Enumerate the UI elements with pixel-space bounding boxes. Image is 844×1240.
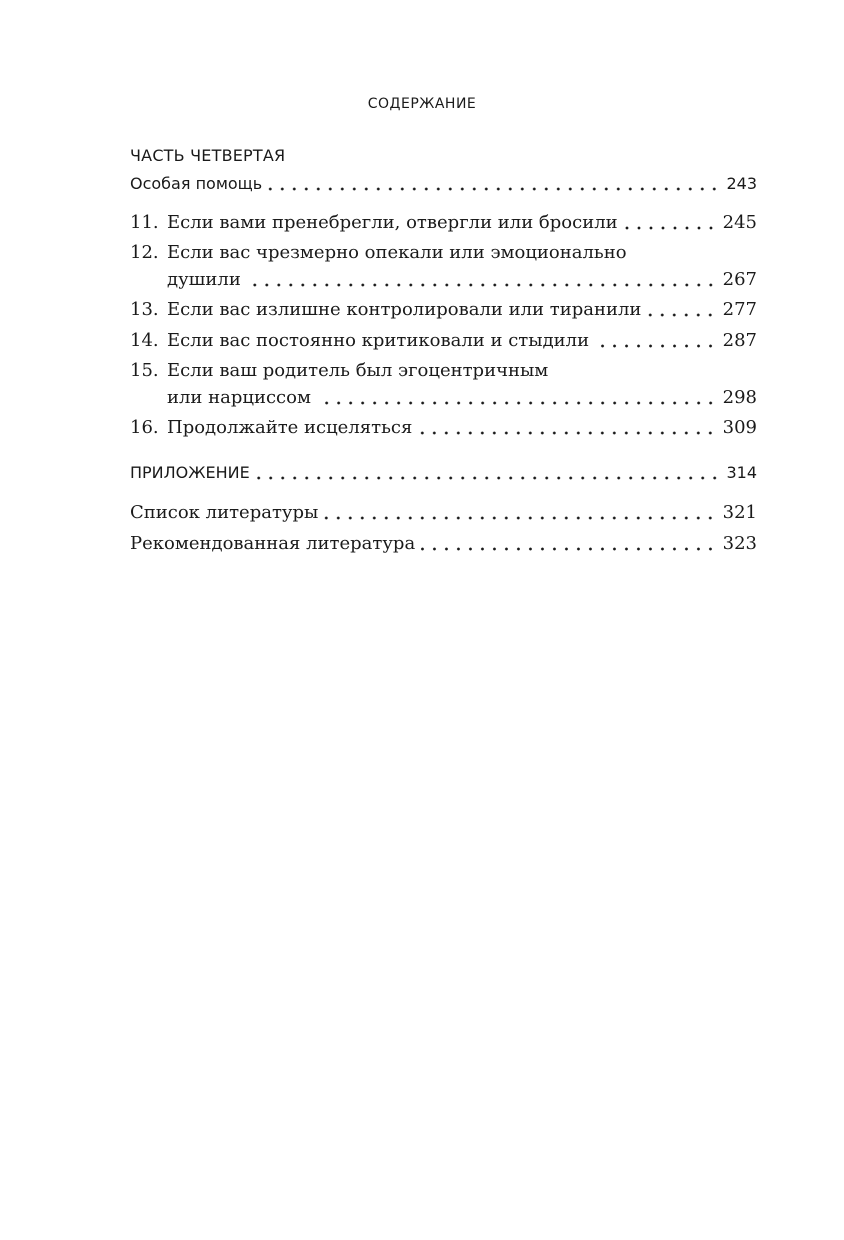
toc-entry-label: Если вас излишне контролировали или тиранили — [167, 299, 642, 320]
toc-entry-chapter-13[interactable] — [130, 298, 757, 322]
dot-leader — [317, 401, 717, 405]
chapter-number: 15. — [130, 360, 159, 381]
toc-entry-label: Продолжайте исцеляться — [167, 417, 413, 438]
toc-entry-label: душили — [167, 269, 241, 290]
dot-leader — [247, 283, 717, 287]
page-title: СОДЕРЖАНИЕ — [367, 96, 477, 112]
toc-entry-page: 277 — [722, 299, 757, 320]
chapter-number: 16. — [130, 417, 159, 438]
toc-entry-label-line1: Если ваш родитель был эгоцентричным — [167, 360, 549, 381]
toc-entry-chapter-11[interactable] — [130, 211, 757, 235]
chapter-number: 14. — [130, 330, 159, 351]
toc-entry-label: Если вами пренебрегли, отвергли или бросили — [167, 212, 618, 233]
dot-leader — [256, 476, 721, 480]
toc-entry-label-line1: Если вас чрезмерно опекали или эмоционально — [167, 242, 627, 263]
dot-leader — [647, 313, 716, 317]
toc-entry-chapter-14[interactable] — [130, 329, 757, 353]
toc-entry-page: 314 — [726, 463, 757, 482]
toc-entry-page: 267 — [722, 269, 757, 290]
part-heading: ЧАСТЬ ЧЕТВЕРТАЯ — [130, 146, 286, 165]
toc-entry-chapter-15-line1[interactable] — [130, 359, 757, 383]
toc-entry-references[interactable] — [130, 501, 757, 525]
dot-leader — [418, 431, 716, 435]
dot-leader — [624, 226, 717, 230]
toc-entry-label: Список литературы — [130, 502, 319, 523]
toc-entry-special-help[interactable] — [130, 172, 757, 196]
toc-entry-chapter-16[interactable] — [130, 416, 757, 440]
dot-leader — [268, 187, 720, 191]
toc-entry-label: или нарциссом — [167, 387, 311, 408]
toc-entry-page: 287 — [722, 330, 757, 351]
toc-entry-label: Если вас постоянно критиковали и стыдили — [167, 330, 590, 351]
chapter-number: 12. — [130, 242, 159, 263]
toc-entry-page: 323 — [722, 533, 757, 554]
toc-entry-chapter-12-line1[interactable] — [130, 241, 757, 265]
dot-leader — [324, 516, 716, 520]
toc-entry-page: 245 — [722, 212, 757, 233]
toc-entry-page: 298 — [722, 387, 757, 408]
toc-entry-appendix[interactable] — [130, 461, 757, 485]
dot-leader — [421, 547, 716, 551]
chapter-number: 13. — [130, 299, 159, 320]
dot-leader — [595, 344, 717, 348]
toc-entry-chapter-15[interactable] — [130, 386, 757, 410]
toc-entry-label: Особая помощь — [130, 174, 263, 193]
chapter-number: 11. — [130, 212, 159, 233]
toc-entry-chapter-12[interactable] — [130, 268, 757, 292]
toc-entry-page: 243 — [726, 174, 757, 193]
toc-entry-recommended-reading[interactable] — [130, 532, 757, 556]
toc-entry-page: 321 — [722, 502, 757, 523]
toc-entry-label: ПРИЛОЖЕНИЕ — [130, 463, 250, 482]
toc-entry-page: 309 — [722, 417, 757, 438]
toc-entry-label: Рекомендованная литература — [130, 533, 416, 554]
